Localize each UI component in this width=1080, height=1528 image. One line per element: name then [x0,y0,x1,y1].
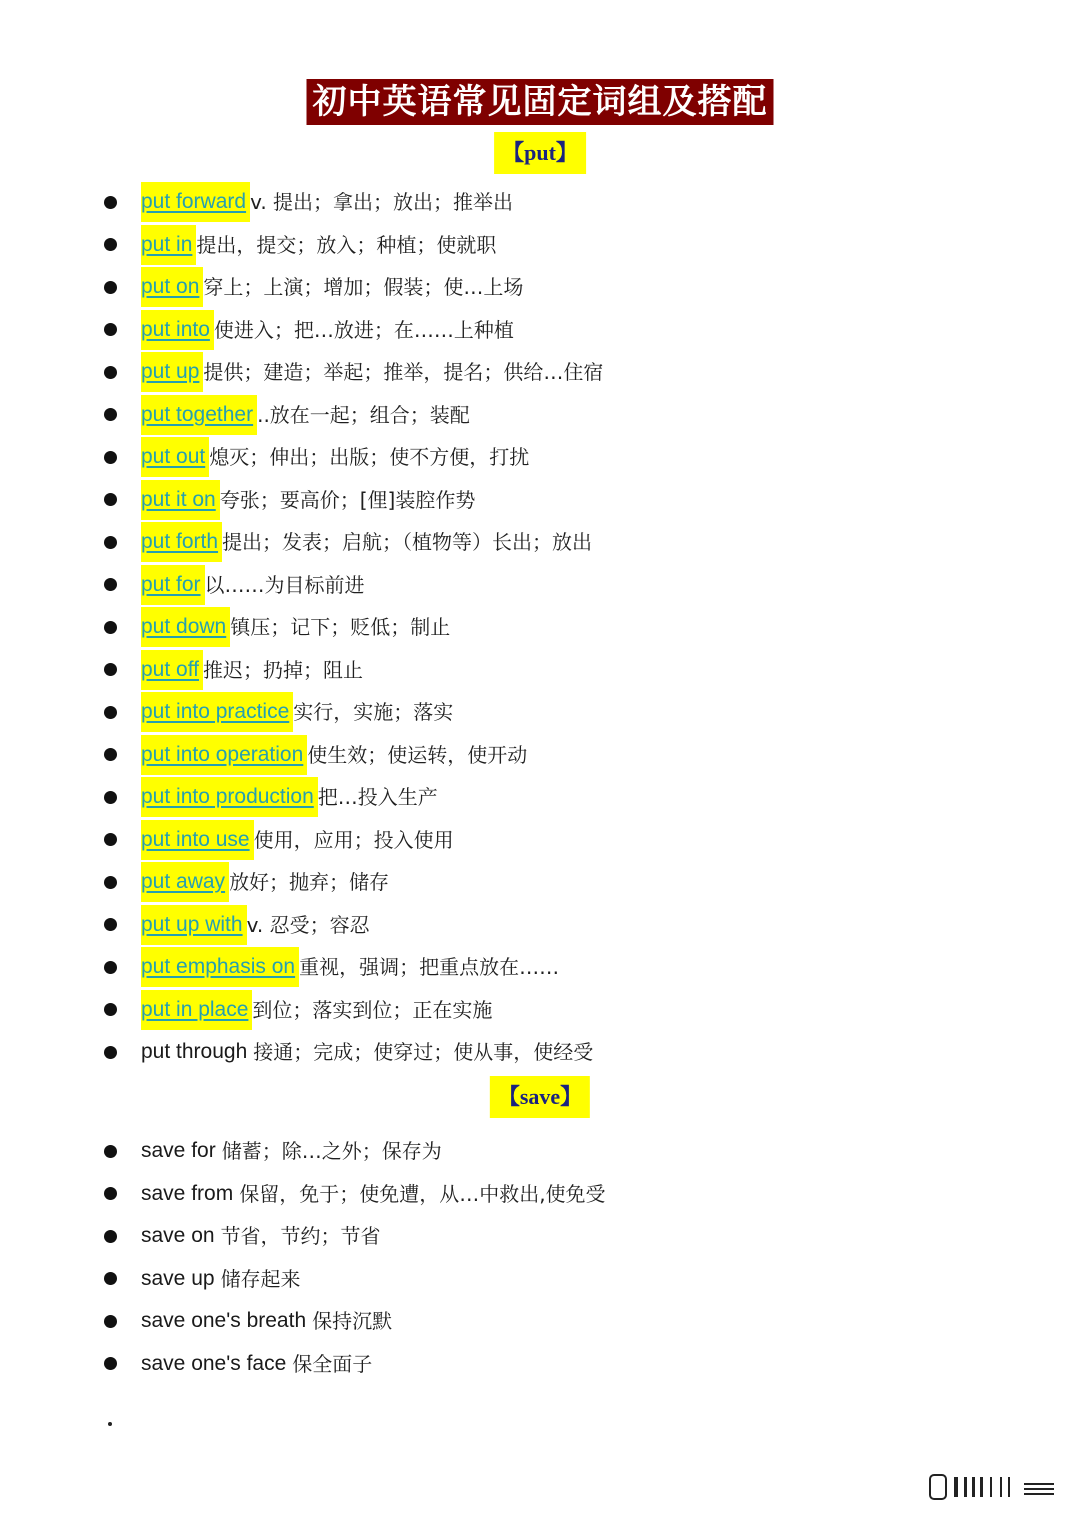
list-item [104,267,523,307]
bullet-icon [104,1145,117,1158]
list-item [104,820,454,860]
stray-dot [108,1422,112,1426]
bullet-icon [104,196,117,209]
list-item [104,1032,593,1072]
bullet-icon [104,1230,117,1243]
list-item [104,692,453,732]
phrase-text: put on [141,267,203,307]
meaning-text: 使生效；使运转，使开动 [307,742,528,767]
list-item [104,777,438,817]
list-item [104,182,513,222]
bullet-icon [104,748,117,761]
list-item [104,225,496,265]
meaning-text: v. 提出；拿出；放出；推举出 [250,190,514,214]
list-item [104,1174,606,1214]
phrase-text: put into practice [141,692,293,732]
bullet-icon [104,536,117,549]
meaning-text: 把…投入生产 [317,785,438,809]
phrase-text: save for [141,1139,216,1162]
list-item [104,905,370,945]
bullet-icon [104,1272,117,1285]
meaning-text: 提出，提交；放入；种植；使就职 [196,232,497,257]
meaning-text: 提出；发表；启航；（植物等）长出；放出 [222,530,593,554]
list-item [104,735,527,775]
meaning-text: 实行，实施；落实 [293,700,454,724]
meaning-text: 提供；建造；举起；推举，提名；供给…住宿 [203,360,604,384]
phrase-text: put it on [141,480,220,520]
phrase-text: save one's face [141,1351,287,1375]
list-item [104,352,603,392]
list-item [104,1344,372,1384]
list-item [104,650,363,690]
meaning-text: 使用，应用；投入使用 [253,827,454,852]
meaning-text: 重视，强调；把重点放在…… [299,955,560,979]
phrase-text: put into operation [141,735,307,775]
meaning-text: 到位；落实到位；正在实施 [252,997,493,1022]
bullet-icon [104,323,117,336]
bullet-icon [104,791,117,804]
list-item [104,565,365,605]
list-item [104,310,514,350]
meaning-text: 储存起来 [220,1266,301,1291]
bullet-icon [104,663,117,676]
meaning-text: 使进入；把…放进；在……上种植 [213,317,514,342]
phrase-text: put forward [141,182,250,222]
list-item [104,947,559,987]
list-item [104,1301,392,1341]
phrase-text: put out [141,437,209,477]
meaning-text: 夸张；要高价；[俚]装腔作势 [219,487,476,512]
meaning-text: 节省，节约；节省 [220,1224,381,1248]
meaning-text: ..放在一起；组合；装配 [257,402,470,427]
meaning-text: 推迟；扔掉；阻止 [203,657,363,682]
phrase-text: put in place [141,990,252,1030]
meaning-text: 以……为目标前进 [204,572,365,597]
bullet-icon [104,1315,117,1328]
section-heading-put: 【put】 [494,132,586,174]
bullet-icon [104,1187,117,1200]
bullet-icon [104,621,117,634]
menu-lines-icon[interactable] [928,1473,1058,1506]
meaning-text: 保全面子 [292,1351,373,1376]
bullet-icon [104,238,117,251]
section-heading-save: 【save】 [490,1076,590,1118]
phrase-text: put up with [141,905,247,945]
phrase-text: put into use [141,820,254,860]
bullet-icon [104,1046,117,1059]
bullet-icon [104,876,117,889]
bullet-icon [104,1357,117,1370]
list-item [104,862,389,902]
page-title: 初中英语常见固定词组及搭配 [307,79,774,125]
list-item [104,437,529,477]
meaning-text: 穿上；上演；增加；假装；使…上场 [203,275,524,299]
bullet-icon [104,408,117,421]
list-item [104,1216,381,1256]
phrase-text: put together [141,395,257,435]
list-item [104,522,592,562]
meaning-text: 保持沉默 [312,1309,393,1333]
phrase-text: put into production [141,777,318,817]
phrase-text: put forth [141,522,222,562]
phrase-text: put through [141,1040,248,1063]
list-item [104,1259,301,1299]
meaning-text: 接通；完成；使穿过；使从事，使经受 [253,1040,594,1064]
phrase-text: put in [141,225,196,265]
meaning-text: 熄灭；伸出；出版；使不方便，打扰 [209,445,530,469]
bullet-icon [104,366,117,379]
list-item [104,395,470,435]
list-item [104,607,450,647]
phrase-text: save on [141,1224,215,1247]
list-item [104,480,475,520]
meaning-text: 放好；抛弃；储存 [229,870,390,894]
bullet-icon [104,281,117,294]
bullet-icon [104,961,117,974]
list-item [104,1131,442,1171]
phrase-text: put emphasis on [141,947,299,987]
phrase-text: put for [141,565,205,605]
phrase-text: put down [141,607,230,647]
phrase-text: put away [141,862,229,902]
phrase-text: save one's breath [141,1309,307,1332]
meaning-text: 镇压；记下；贬低；制止 [230,615,451,639]
phrase-text: save up [141,1266,215,1290]
bullet-icon [104,451,117,464]
meaning-text: v. 忍受；容忍 [246,912,370,937]
bullet-icon [104,493,117,506]
bullet-icon [104,833,117,846]
phrase-text: put into [141,310,214,350]
meaning-text: 保留，免于；使免遭，从…中救出,使免受 [239,1181,606,1206]
bullet-icon [104,706,117,719]
phrase-text: put off [141,650,203,690]
bullet-icon [104,578,117,591]
phrase-text: put up [141,352,203,392]
bullet-icon [104,918,117,931]
bullet-icon [104,1003,117,1016]
phrase-text: save from [141,1181,234,1205]
meaning-text: 储蓄；除…之外；保存为 [221,1139,442,1163]
list-item [104,990,492,1030]
